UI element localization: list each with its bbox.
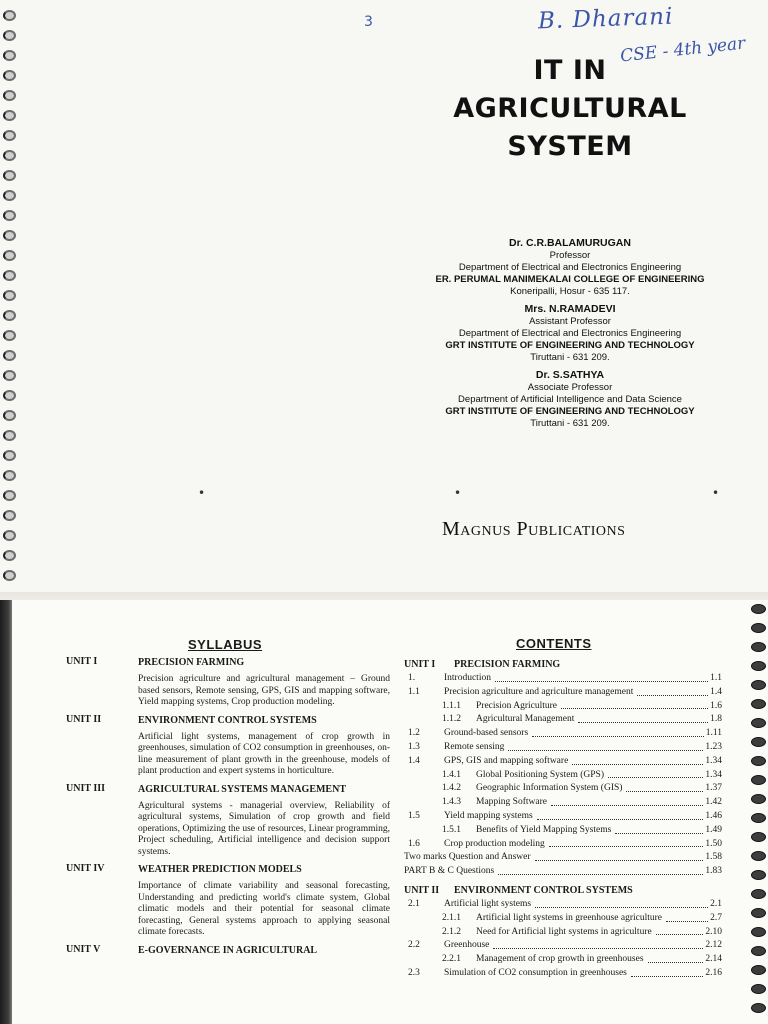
spiral-ring: [3, 490, 16, 501]
contents-unit-label: UNIT I: [404, 659, 436, 670]
entry-title: Simulation of CO2 consumption in greenhouses: [444, 967, 627, 978]
entry-number: 1.4.2: [442, 783, 461, 794]
spiral-ring: [3, 410, 16, 421]
contents-entry: [404, 824, 722, 838]
spiral-ring: [751, 908, 766, 918]
contents-entry: [404, 713, 722, 727]
spiral-ring: [751, 851, 766, 861]
handwritten-name: B. Dharani: [537, 3, 674, 35]
entry-page: 2.14: [705, 954, 722, 965]
contents-unit-title: PRECISION FARMING: [454, 659, 561, 670]
entry-number: 2.3: [408, 967, 420, 978]
contents-entry: [404, 796, 722, 810]
spiral-ring: [751, 1003, 766, 1013]
entry-page: 1.83: [705, 866, 722, 877]
unit-label: UNIT III: [66, 782, 105, 794]
author-department: Department of Electrical and Electronics Engineering: [458, 328, 682, 339]
contents-list: [404, 658, 722, 981]
entry-number: 2.1: [408, 898, 420, 909]
spiral-ring: [3, 430, 16, 441]
contents-unit-title: ENVIRONMENT CONTROL SYSTEMS: [454, 884, 633, 896]
right-spiral-binding: [742, 600, 768, 1024]
dot-leader: [495, 672, 708, 682]
author-role: Professor: [549, 250, 591, 261]
entry-page: 1.1: [710, 673, 722, 683]
spiral-ring: [751, 604, 766, 614]
spiral-ring: [3, 210, 16, 221]
publisher-name: Magnus Publications: [442, 518, 626, 540]
entry-number: 1.3: [408, 741, 420, 752]
entry-page: 1.4: [710, 686, 722, 697]
title-line: SYSTEM: [507, 131, 633, 162]
entry-number: 1.1: [408, 686, 420, 697]
contents-entry: [404, 953, 722, 967]
contents-entry: [404, 851, 722, 865]
author-name: Dr. S.SATHYA: [535, 369, 605, 381]
spiral-ring: [751, 756, 766, 766]
entry-title: Two marks Question and Answer: [404, 852, 531, 863]
speck-mark: •: [198, 486, 206, 500]
entry-title: Introduction: [444, 673, 491, 683]
entry-number: 1.5: [408, 810, 420, 821]
author-name: Mrs. N.RAMADEVI: [524, 303, 616, 315]
speck-mark: •: [712, 486, 720, 500]
spiral-ring: [3, 330, 16, 341]
dot-leader: [666, 912, 708, 922]
unit-description: Agricultural systems - managerial overview, Reliability of agricultural systems, Simulation of crop growth and field operations, Optimizing the use of resources, Linear programming, Project scheduling, Artificial intelligence and decision support systems.: [138, 800, 390, 857]
dot-leader: [637, 686, 708, 696]
entry-title: Agricultural Management: [476, 714, 575, 725]
entry-page: 1.37: [705, 783, 722, 794]
spiral-ring: [751, 870, 766, 880]
entry-title: Need for Artificial light systems in agriculture: [476, 926, 652, 937]
syllabus-unit: [66, 714, 390, 778]
spiral-ring: [751, 889, 766, 899]
unit-title: PRECISION FARMING: [138, 657, 245, 668]
spiral-ring: [751, 813, 766, 823]
spiral-ring: [3, 570, 16, 581]
unit-label: UNIT IV: [66, 863, 105, 874]
entry-number: 2.1.2: [442, 926, 461, 937]
syllabus-unit: [66, 944, 390, 957]
spiral-ring: [751, 623, 766, 633]
dot-leader: [549, 838, 704, 848]
spiral-ring: [751, 794, 766, 804]
entry-title: Ground-based sensors: [444, 728, 529, 739]
author-institution: ER. PERUMAL MANIMEKALAI COLLEGE OF ENGINEERING: [435, 274, 705, 285]
entry-title: Greenhouse: [444, 940, 490, 951]
contents-entry: [404, 912, 722, 926]
author-block: [400, 368, 740, 430]
entry-page: 1.49: [705, 824, 722, 835]
unit-description: Precision agriculture and agricultural management – Ground based sensors, Remote sensing, GPS, GIS and mapping software, Yield mapping systems, Crop production modeling.: [138, 674, 390, 707]
contents-unit-heading: [404, 884, 722, 898]
spiral-ring: [3, 70, 16, 81]
entry-title: Precision agriculture and agriculture management: [444, 686, 634, 697]
spiral-ring: [3, 530, 16, 541]
entry-title: Global Positioning System (GPS): [476, 769, 604, 780]
book-title: [420, 52, 720, 166]
spiral-ring: [3, 230, 16, 241]
entry-title: Precision Agriculture: [476, 700, 557, 711]
entry-page: 2.7: [710, 912, 722, 923]
dot-leader: [578, 713, 708, 723]
syllabus-contents-page: [0, 600, 768, 1024]
spiral-ring: [751, 927, 766, 937]
corner-mark: 3: [364, 14, 373, 30]
dot-leader: [572, 755, 703, 765]
dot-leader: [535, 851, 704, 861]
spiral-ring: [3, 310, 16, 321]
contents-entry: [404, 838, 722, 852]
author-name: Dr. C.R.BALAMURUGAN: [509, 237, 631, 249]
dot-leader: [532, 727, 704, 737]
entry-page: 1.34: [705, 769, 722, 780]
spiral-ring: [751, 661, 766, 671]
unit-label: UNIT V: [66, 943, 101, 955]
contents-entry: [404, 939, 722, 953]
entry-page: 2.10: [705, 926, 722, 937]
spiral-ring: [751, 946, 766, 956]
unit-title: E-GOVERNANCE IN AGRICULTURAL: [138, 944, 318, 956]
spiral-ring: [3, 110, 16, 121]
unit-title: ENVIRONMENT CONTROL SYSTEMS: [138, 714, 317, 726]
spiral-ring: [3, 450, 16, 461]
speck-mark: •: [454, 486, 462, 500]
unit-description: Artificial light systems, management of crop growth in greenhouses, simulation of CO2 consumption in greenhouses, on-line measurement of plant growth in the greenhouse, models of plant production and expert systems in horticulture.: [138, 731, 390, 776]
binder-edge: [0, 600, 12, 1024]
unit-title: AGRICULTURAL SYSTEMS MANAGEMENT: [138, 783, 346, 795]
spiral-ring: [3, 550, 16, 561]
spiral-ring: [751, 680, 766, 690]
dot-leader: [498, 865, 703, 875]
entry-page: 2.1: [710, 898, 722, 909]
dot-leader: [656, 926, 704, 936]
author-block: [400, 236, 740, 298]
contents-entry: [404, 700, 722, 714]
entry-number: 1.6: [408, 838, 420, 849]
entry-number: 2.2: [408, 940, 420, 951]
spiral-ring: [751, 737, 766, 747]
contents-entry: [404, 865, 722, 879]
entry-number: 1.4.1: [442, 769, 461, 780]
entry-page: 1.42: [705, 797, 722, 808]
spiral-ring: [3, 390, 16, 401]
author-institution: GRT INSTITUTE OF ENGINEERING AND TECHNOLOGY: [445, 406, 695, 417]
author-list: [400, 236, 740, 434]
spiral-ring: [3, 130, 16, 141]
dot-leader: [615, 824, 703, 834]
entry-number: 2.2.1: [442, 954, 461, 965]
contents-unit-heading: [404, 658, 722, 672]
author-department: Department of Electrical and Electronics Engineering: [458, 262, 682, 273]
spiral-ring: [3, 190, 16, 201]
entry-title: Yield mapping systems: [444, 810, 533, 821]
spiral-ring: [3, 10, 16, 21]
entry-number: 1.4.3: [442, 797, 461, 808]
contents-entry: [404, 898, 722, 912]
contents-heading: CONTENTS: [516, 636, 592, 651]
entry-page: 1.50: [705, 838, 722, 849]
author-role: Assistant Professor: [529, 316, 611, 327]
spiral-ring: [3, 30, 16, 41]
entry-number: 1.4: [408, 755, 420, 766]
syllabus-list: [66, 656, 390, 962]
contents-entry: [404, 755, 722, 769]
syllabus-unit: [66, 783, 390, 859]
entry-page: 1.58: [705, 852, 722, 863]
author-block: [400, 302, 740, 364]
spiral-ring: [3, 50, 16, 61]
spiral-ring: [751, 699, 766, 709]
entry-number: 1.5.1: [442, 824, 461, 835]
dot-leader: [626, 782, 703, 792]
contents-entry: [404, 782, 722, 796]
contents-entry: [404, 741, 722, 755]
title-line: IT IN: [533, 55, 607, 86]
entry-page: 2.16: [705, 967, 722, 978]
syllabus-heading: SYLLABUS: [188, 637, 263, 652]
left-spiral-binding: [0, 0, 22, 595]
entry-title: Crop production modeling: [444, 838, 545, 849]
author-role: Associate Professor: [527, 382, 613, 393]
spiral-ring: [751, 775, 766, 785]
author-location: Tiruttani - 631 209.: [530, 352, 610, 363]
spiral-ring: [751, 984, 766, 994]
entry-title: Benefits of Yield Mapping Systems: [476, 824, 612, 835]
spiral-ring: [751, 965, 766, 975]
spiral-ring: [751, 832, 766, 842]
syllabus-unit: [66, 656, 390, 709]
entry-title: PART B & C Questions: [404, 866, 495, 877]
dot-leader: [608, 769, 703, 779]
spiral-ring: [3, 250, 16, 261]
author-department: Department of Artificial Intelligence and Data Science: [458, 394, 682, 405]
entry-title: Management of crop growth in greenhouses: [476, 954, 644, 965]
dot-leader: [537, 810, 704, 820]
entry-number: 2.1.1: [442, 912, 461, 923]
entry-title: Mapping Software: [476, 797, 547, 808]
entry-title: Artificial light systems in greenhouse agriculture: [476, 912, 662, 923]
dot-leader: [508, 741, 703, 751]
dot-leader: [561, 700, 708, 710]
spiral-ring: [751, 718, 766, 728]
dot-leader: [535, 898, 708, 908]
contents-entry: [404, 926, 722, 940]
spiral-ring: [3, 350, 16, 361]
handwritten-class: CSE - 4th year: [619, 33, 747, 67]
unit-label: UNIT II: [66, 713, 102, 725]
entry-page: 1.6: [710, 700, 722, 711]
entry-title: GPS, GIS and mapping software: [444, 755, 569, 766]
dot-leader: [648, 953, 704, 963]
contents-entry: [404, 672, 722, 686]
entry-number: 1.2: [408, 728, 420, 739]
contents-entry: [404, 769, 722, 783]
entry-number: 1.: [408, 673, 416, 683]
syllabus-unit: [66, 863, 390, 939]
spiral-ring: [3, 370, 16, 381]
dot-leader: [493, 939, 703, 949]
entry-page: 1.23: [705, 741, 722, 752]
unit-description: Importance of climate variability and seasonal forecasting, Understanding and predicting world's climate system, Global climatic models and their potential for seasonal climate forecasting, General systems approach to applying seasonal climate forecasts.: [138, 881, 390, 937]
spiral-ring: [3, 270, 16, 281]
entry-title: Artificial light systems: [444, 898, 532, 909]
spiral-ring: [3, 470, 16, 481]
entry-page: 2.12: [705, 940, 722, 951]
contents-entry: [404, 810, 722, 824]
spiral-ring: [3, 90, 16, 101]
entry-page: 1.11: [705, 728, 722, 739]
entry-title: Geographic Information System (GIS): [476, 783, 623, 794]
author-location: Tiruttani - 631 209.: [530, 418, 610, 429]
dot-leader: [631, 967, 704, 977]
author-location: Koneripalli, Hosur - 635 117.: [510, 286, 630, 297]
spiral-ring: [3, 290, 16, 301]
contents-entry: [404, 686, 722, 700]
contents-unit-label: UNIT II: [404, 884, 440, 896]
author-institution: GRT INSTITUTE OF ENGINEERING AND TECHNOLOGY: [445, 340, 695, 351]
entry-page: 1.46: [705, 810, 722, 821]
spiral-ring: [3, 170, 16, 181]
spiral-ring: [751, 642, 766, 652]
contents-entry: [404, 967, 722, 981]
entry-title: Remote sensing: [444, 741, 505, 752]
unit-label: UNIT I: [66, 656, 98, 667]
spiral-ring: [3, 150, 16, 161]
contents-entry: [404, 727, 722, 741]
spiral-ring: [3, 510, 16, 521]
entry-number: 1.1.2: [442, 714, 461, 725]
entry-number: 1.1.1: [442, 700, 461, 711]
dot-leader: [551, 796, 703, 806]
unit-title: WEATHER PREDICTION MODELS: [138, 864, 302, 875]
entry-page: 1.8: [710, 714, 722, 725]
entry-page: 1.34: [705, 755, 722, 766]
title-line: AGRICULTURAL: [453, 93, 687, 124]
